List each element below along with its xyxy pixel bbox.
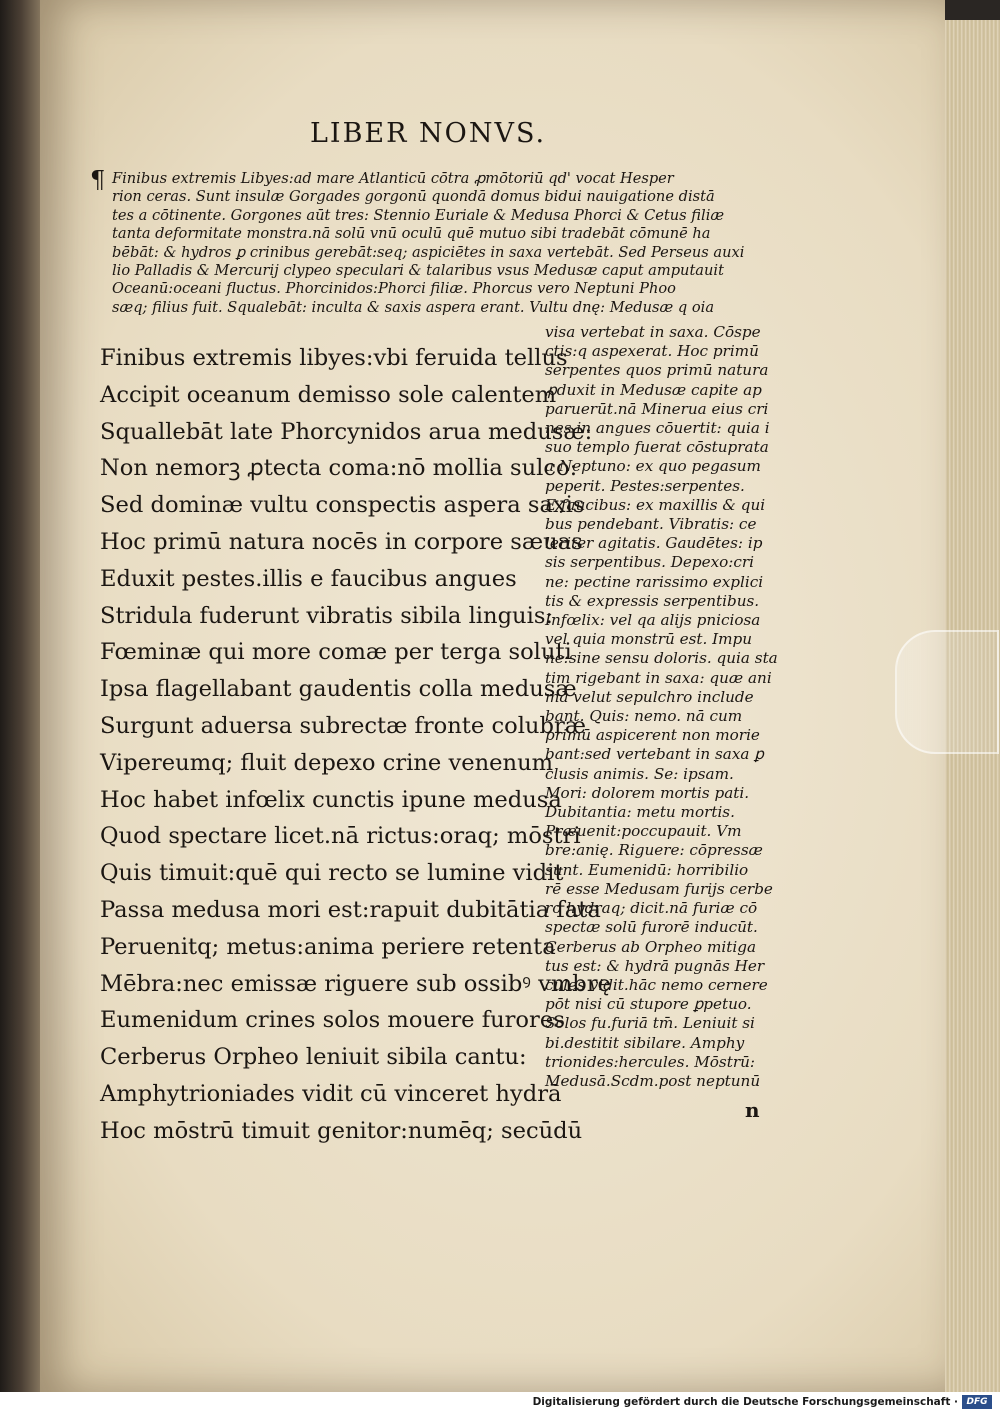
gloss-line: sunt. Eumenidū: horribilio (545, 860, 749, 879)
running-head: LIBER NONVS. (310, 118, 547, 149)
verse-line: Accipit oceanum demisso sole calentem (100, 381, 557, 408)
gloss-line: cules vidit.hāc nemo cernere (545, 975, 768, 994)
verse-line: Hoc habet infœlix cunctis ipune medusa (100, 786, 562, 813)
gloss-line: Solos fu.furiā tm̄. Leniuit si (545, 1014, 755, 1033)
verse-line: Amphytrioniades vidit cū vinceret hydrā (100, 1080, 562, 1107)
gloss-line: bi.destitit sibilare. Amphy (545, 1033, 745, 1052)
verse-line: Mēbra:nec emissæ riguere sub ossibꝰ vmbrę (100, 970, 611, 997)
gloss-line: vel quia monstrū est. Impu (545, 630, 753, 649)
gloss-line: ne: pectine rarissimo explici (545, 572, 764, 591)
gloss-column (545, 323, 795, 1091)
prose-line: Oceanū:oceani fluctus. Phorcinidos:Phorci filiæ. Phorcus vero Neptuni Phoo (112, 280, 676, 298)
gloss-line: mā velut sepulchro include (545, 687, 754, 706)
verse-line: Surgunt aduersa subrectæ fronte colubræ (100, 712, 586, 739)
footer-bar (0, 1392, 1000, 1412)
gloss-line: spectæ solū furorē inducūt. (545, 918, 758, 937)
prose-line: tanta deformitate monstra.nā solū vnū oculū quē mutuo sibi tradebāt cōmunē ha (112, 225, 711, 243)
gloss-line: trionides:hercules. Mōstrū: (545, 1052, 755, 1071)
verse-line: Hoc primū natura nocēs in corpore sæuas (100, 528, 583, 555)
verse-line: Squallebāt late Phorcynidos arua medusæ: (100, 418, 593, 445)
gloss-line: paruerūt.nā Minerua eius cri (545, 399, 769, 418)
gloss-line: bant:sed vertebant in saxa ꝑ (545, 745, 764, 764)
gloss-line: Medusā.Scdm.post neptunū (545, 1071, 761, 1090)
pilcrow-mark: ¶ (90, 166, 106, 194)
prose-line: lio Palladis & Mercurij clypeo speculari & talaribus vsus Medusæ caput amputauit (112, 262, 724, 280)
commentary-prose (112, 170, 802, 317)
verse-line: Non nemorꝫ ꝓtecta coma:nō mollia sulco: (100, 455, 578, 482)
gloss-line: tim rigebant in saxa: quæ ani (545, 668, 772, 687)
gloss-line: peperit. Pestes:serpentes. (545, 476, 745, 495)
page-clip (895, 630, 999, 754)
prose-line: rion ceras. Sunt insulæ Gorgades gorgonū quondā domus bidui nauigatione distā (112, 188, 715, 206)
gloss-line: ꝓduxit in Medusæ capite ap (545, 380, 762, 399)
gloss-line: bus pendebant. Vibratis: ce (545, 515, 757, 534)
gloss-line: primū aspicerent non morie (545, 726, 760, 745)
gloss-line: Cerberus ab Orpheo mitiga (545, 937, 757, 956)
verse-line: Quod spectare licet.nā rictus:oraq; mōstri (100, 823, 581, 850)
gloss-line: ne:sine sensu doloris. quia sta (545, 649, 778, 668)
verse-line: Hoc mōstrū timuit genitor:numēq; secūdū (100, 1117, 583, 1144)
gloss-line: a Neptuno: ex quo pegasum (545, 457, 761, 476)
gloss-line: Mori: dolorem mortis pati. (545, 783, 750, 802)
verse-line: Fœminæ qui more comæ per terga soluti (100, 639, 572, 666)
gloss-line: ctis:q aspexerat. Hoc primū (545, 342, 759, 361)
gloss-line: rē esse Medusam furijs cerbe (545, 879, 773, 898)
verse-line: Ipsa flagellabant gaudentis colla medusæ (100, 676, 577, 703)
verse-column (100, 340, 611, 1150)
gloss-line: Infœlix: vel qa alijs pniciosa (545, 611, 761, 630)
gloss-line: clusis animis. Se: ipsam. (545, 764, 734, 783)
gloss-line: tis & expressis serpentibus. (545, 591, 760, 610)
gloss-line: suo templo fuerat cōstuprata (545, 438, 769, 457)
gloss-line: leriter agitatis. Gaudētes: ip (545, 534, 763, 553)
verse-line: Stridula fuderunt vibratis sibila linguis: (100, 602, 554, 629)
gloss-line: E faucibus: ex maxillis & qui (545, 495, 766, 514)
verse-line: Peruenitq; metus:anima periere retenta (100, 933, 556, 960)
verse-line: Passa medusa mori est:rapuit dubitātia fata (100, 896, 601, 923)
verse-line: Eumenidum crines solos mouere furores (100, 1007, 565, 1034)
verse-line: Vipereumq; fluit depexo crine venenum (100, 749, 554, 776)
verse-line: Quis timuit:quē qui recto se lumine vidit (100, 860, 564, 887)
verse-line: Finibus extremis libyes:vbi feruida tellus (100, 345, 568, 371)
verse-line: Eduxit pestes.illis e faucibus angues (100, 565, 517, 592)
gloss-line: Dubitantia: metu mortis. (545, 803, 735, 822)
prose-line: sæq; filius fuit. Squalebāt: inculta & saxis aspera erant. Vultu dnę: Medusæ q oia (112, 298, 715, 316)
verse-line: Cerberus Orpheo leniuit sibila cantu: (100, 1044, 527, 1071)
gloss-line: tus est: & hydrā pugnās Her (545, 956, 765, 975)
gloss-line: ro hydraq; dicit.nā furiæ cō (545, 899, 758, 918)
prose-line: Finibus extremis Libyes:ad mare Atlanticū cōtra ꝓmōtoriū qd' vocat Hesper (112, 170, 674, 187)
gloss-line: nes in angues cōuertit: quia i (545, 419, 770, 438)
gloss-line: sis serpentibus. Depexo:cri (545, 553, 755, 572)
verse-line: Sed dominæ vultu conspectis aspera saxis (100, 492, 585, 519)
prose-line: bēbāt: & hydros ꝑ crinibus gerebāt:seq; aspiciētes in saxa vertebāt. Sed Perseus auxi (112, 243, 745, 261)
gloss-line: pōt nisi cū stupore ꝑpetuo. (545, 995, 752, 1014)
dfg-logo: DFG (962, 1395, 992, 1409)
gloss-line: bre:anię. Riguere: cōpressæ (545, 841, 763, 860)
gloss-line: visa vertebat in saxa. Cōspe (545, 323, 761, 341)
prose-line: tes a cōtinente. Gorgones aūt tres: Stennio Euriale & Medusa Phorci & Cetus filiæ (112, 206, 725, 224)
signature-mark: n (745, 1098, 760, 1122)
gloss-line: serpentes quos primū natura (545, 361, 769, 380)
gloss-line: Præuenit:poccupauit. Vm (545, 822, 742, 841)
footer-credit: Digitalisierung gefördert durch die Deutsche Forschungsgemeinschaft · (532, 1396, 958, 1408)
gloss-line: bant. Quis: nemo. nā cum (545, 707, 743, 726)
